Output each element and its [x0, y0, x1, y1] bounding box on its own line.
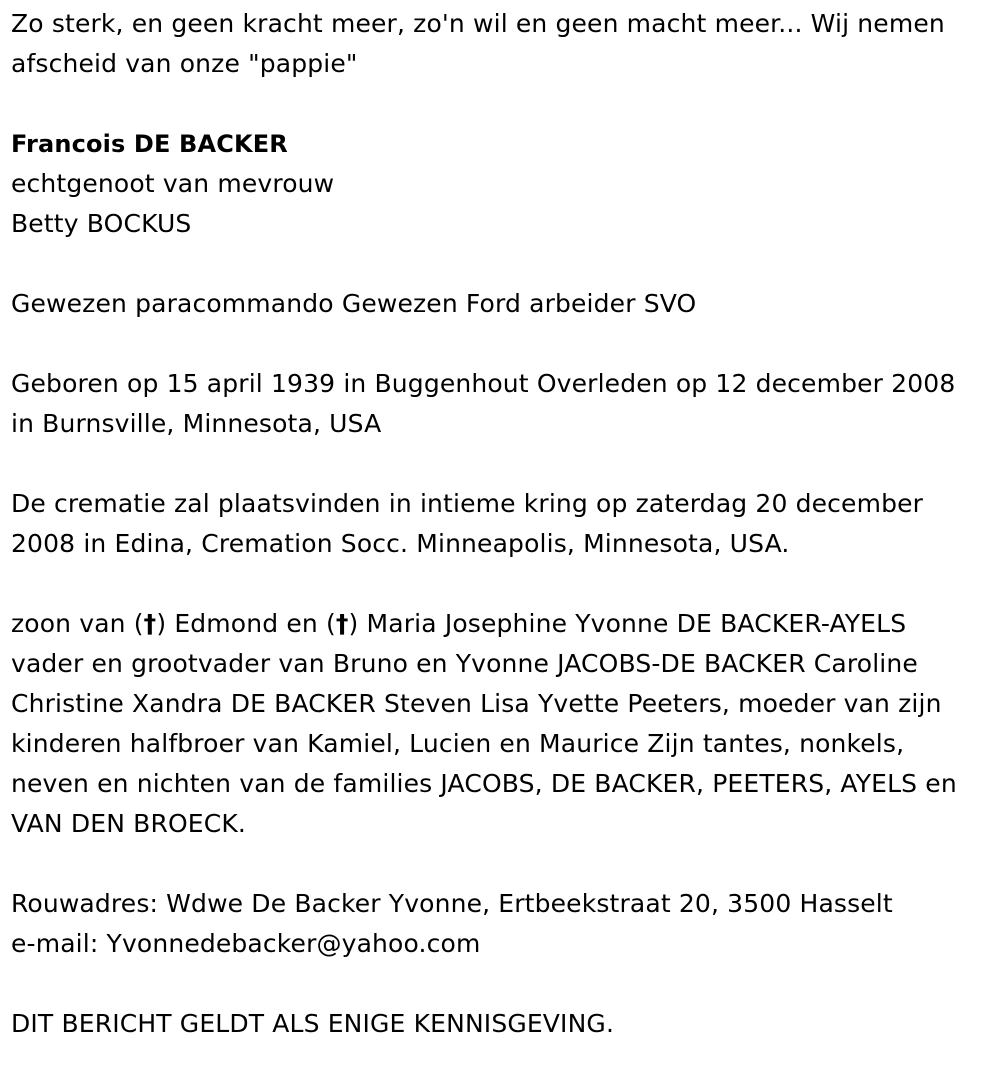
family-line-1	[11, 604, 991, 644]
intro-line-1: Zo sterk, en geen kracht meer, zo'n wil en geen macht meer... Wij nemen	[11, 9, 945, 38]
deceased-name: Francois DE BACKER	[11, 130, 288, 158]
spacer	[11, 444, 991, 484]
intro-line-2: afscheid van onze "pappie"	[11, 49, 358, 78]
occupation: Gewezen paracommando Gewezen Ford arbeider SVO	[11, 289, 697, 318]
family-line-4: kinderen halfbroer van Kamiel, Lucien en Maurice Zijn tantes, nonkels,	[11, 729, 905, 758]
email: e-mail: Yvonnedebacker@yahoo.com	[11, 929, 481, 958]
family-line-5: neven en nichten van de families JACOBS, DE BACKER, PEETERS, AYELS en	[11, 769, 957, 798]
spacer	[11, 844, 991, 884]
dates-line-1: Geboren op 15 april 1939 in Buggenhout Overleden op 12 december 2008	[11, 369, 956, 398]
spacer	[11, 564, 991, 604]
spacer	[11, 84, 991, 124]
family-text-b: ) Edmond en (	[156, 609, 336, 638]
notice: DIT BERICHT GELDT ALS ENIGE KENNISGEVING.	[11, 1009, 615, 1038]
family-text-c: ) Maria Josephine Yvonne DE BACKER-AYELS	[348, 609, 907, 638]
family-text-a: zoon van (	[11, 609, 144, 638]
spouse-label: echtgenoot van mevrouw	[11, 169, 335, 198]
address: Rouwadres: Wdwe De Backer Yvonne, Ertbeekstraat 20, 3500 Hasselt	[11, 889, 893, 918]
family-line-3: Christine Xandra DE BACKER Steven Lisa Yvette Peeters, moeder van zijn	[11, 689, 942, 718]
spouse-name: Betty BOCKUS	[11, 209, 192, 238]
family-line-2: vader en grootvader van Bruno en Yvonne JACOBS-DE BACKER Caroline	[11, 649, 918, 678]
dagger-icon: †	[335, 609, 349, 638]
spacer	[11, 324, 991, 364]
family-line-6: VAN DEN BROECK.	[11, 809, 246, 838]
spacer	[11, 964, 991, 1004]
obituary-text	[11, 4, 991, 1044]
dagger-icon: †	[143, 609, 157, 638]
spacer	[11, 244, 991, 284]
cremation-line-2: 2008 in Edina, Cremation Socc. Minneapolis, Minnesota, USA.	[11, 529, 790, 558]
cremation-line-1: De crematie zal plaatsvinden in intieme kring op zaterdag 20 december	[11, 489, 924, 518]
dates-line-2: in Burnsville, Minnesota, USA	[11, 409, 382, 438]
